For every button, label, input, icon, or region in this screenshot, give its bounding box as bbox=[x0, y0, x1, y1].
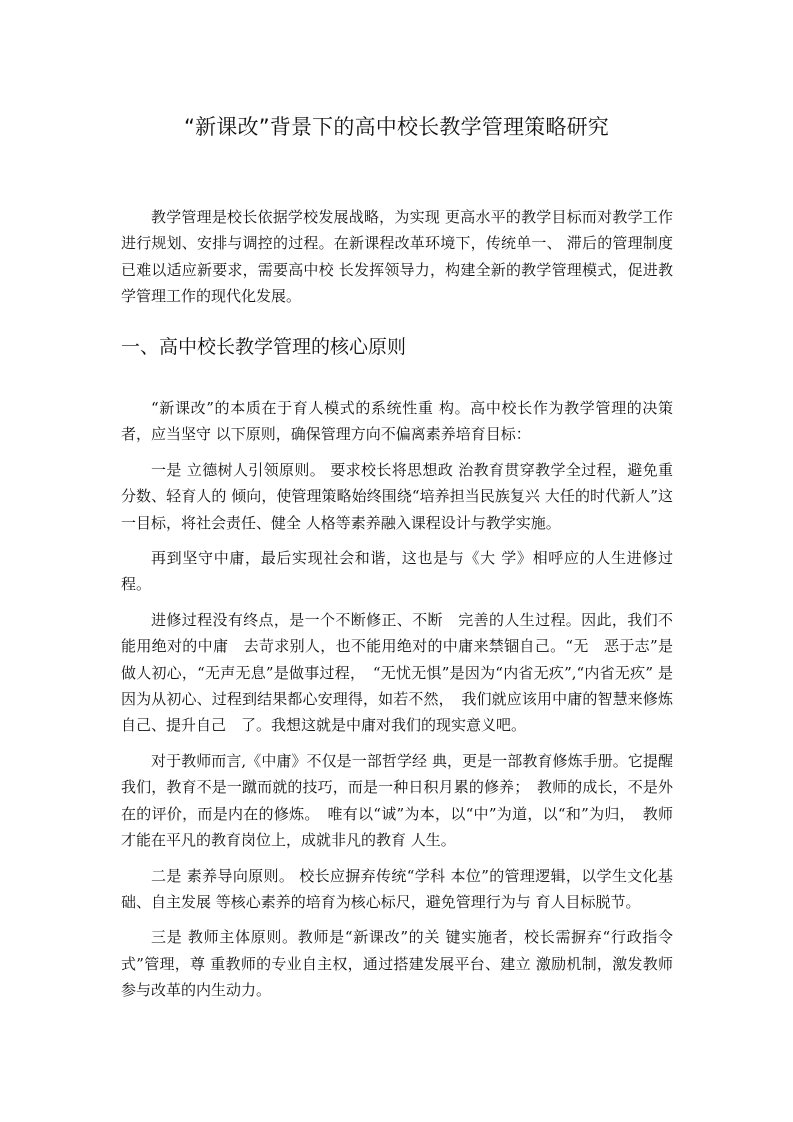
body-paragraph: 对于教师而言,《中庸》不仅是一部哲学经 典，更是一部教育修炼手册。它提醒我们，教育不是一蹴而就的技巧，而是一种日积月累的修养； 教师的成长，不是外在的评价，而是内在的修炼。 唯有以“诚”为本，以“中”为道，以“和”为归， 教师才能在平凡的教育岗位上，成就非凡的教育 人生。 bbox=[121, 751, 673, 850]
section-heading: 一、高中校长教学管理的核心原则 bbox=[121, 336, 407, 358]
document-title: “新课改”背景下的高中校长教学管理策略研究 bbox=[184, 115, 609, 139]
abstract-paragraph: 教学管理是校长依据学校发展战略，为实现 更高水平的教学目标而对教学工作进行规划、安排与调控的过程。在新课程改革环境下，传统单一、 滞后的管理制度已难以适应新要求，需要高中校 长发挥领导力，构建全新的教学管理模式，促进教学管理工作的现代化发展。 bbox=[121, 208, 673, 306]
body-paragraph: 二是 素养导向原则。 校长应摒弃传统“学科 本位”的管理逻辑，以学生文化基础、自主发展 等核心素养的培育为核心标尺，避免管理行为与 育人目标脱节。 bbox=[121, 866, 673, 911]
body-paragraph: 三是 教师主体原则。教师是“新课改”的关 键实施者，校长需摒弃“行政指令式”管理，尊 重教师的专业自主权，通过搭建发展平台、建立 激励机制，激发教师参与改革的内生动力。 bbox=[121, 928, 673, 1000]
section-body bbox=[121, 395, 673, 1013]
body-paragraph: 进修过程没有终点，是一个不断修正、不断 完善的人生过程。因此，我们不能用绝对的中庸 去苛求别人，也不能用绝对的中庸来禁锢自己。“无 恶于志”是做人初心，“无声无息”是做事过程， “无忧无惧”是因为“内省无疚”,“内省无疚” 是因为从初心、过程到结果都心安理得，如若不然， 我们就应该用中庸的智慧来修炼自己、提升自己 了。我想这就是中庸对我们的现实意义吧。 bbox=[121, 610, 673, 735]
body-paragraph: “新课改”的本质在于育人模式的系统性重 构。高中校长作为教学管理的决策者，应当坚守 以下原则，确保管理方向不偏离素养培育目标： bbox=[121, 399, 673, 444]
body-paragraph: 一是 立德树人引领原则。 要求校长将思想政 治教育贯穿教学全过程，避免重分数、轻育人的 倾向，使管理策略始终围绕“培养担当民族复兴 大任的时代新人”这一目标，将社会责任、健全 人格等素养融入课程设计与教学实施。 bbox=[121, 460, 673, 532]
body-paragraph: 再到坚守中庸，最后实现社会和谐，这也是与《大 学》相呼应的人生进修过程。 bbox=[121, 549, 673, 594]
